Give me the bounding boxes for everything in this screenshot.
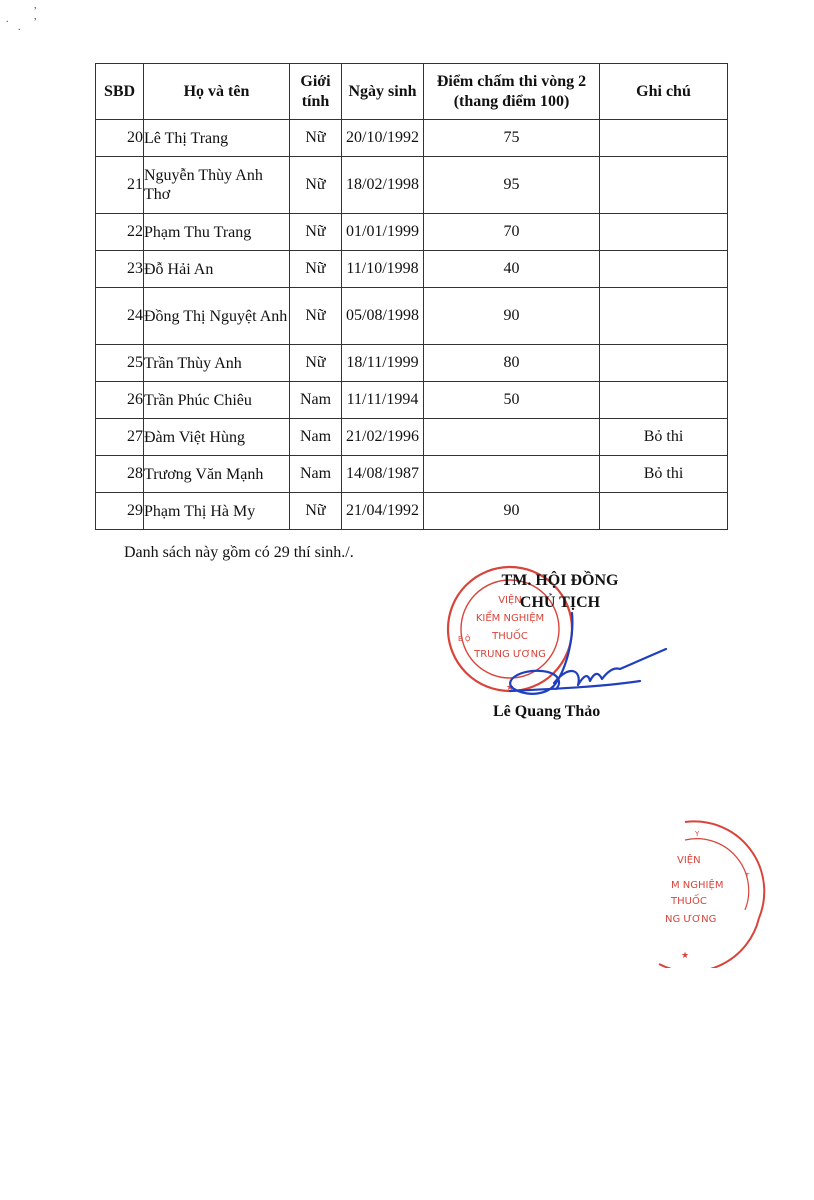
cell-name: Trần Phúc Chiêu — [144, 382, 290, 419]
cell-name: Trương Văn Mạnh — [144, 456, 290, 493]
svg-text:THUỐC: THUỐC — [671, 896, 707, 907]
table-row — [96, 345, 728, 382]
cell-sbd: 24 — [96, 288, 144, 345]
cell-gender: Nam — [290, 382, 342, 419]
cell-note — [600, 382, 728, 419]
cell-name: Nguyễn Thùy Anh Thơ — [144, 157, 290, 214]
table-row — [96, 493, 728, 530]
stamp-text-line: KIỂM NGHIỆM — [475, 613, 545, 624]
header-sbd: SBD — [96, 64, 144, 120]
cell-name: Đàm Việt Hùng — [144, 419, 290, 456]
cell-sbd: 21 — [96, 157, 144, 214]
cell-score: 90 — [424, 493, 600, 530]
svg-text:★: ★ — [681, 951, 690, 961]
stamp-text-line: THUỐC — [492, 631, 528, 642]
cell-score: 70 — [424, 214, 600, 251]
svg-text:VIỆN: VIỆN — [677, 855, 701, 866]
cell-score: 40 — [424, 251, 600, 288]
cell-name: Đỗ Hải An — [144, 251, 290, 288]
cell-score: 50 — [424, 382, 600, 419]
table-row — [96, 214, 728, 251]
cell-score: 80 — [424, 345, 600, 382]
council-title: TM. HỘI ĐỒNG — [501, 572, 619, 589]
cell-note — [600, 214, 728, 251]
cell-score — [424, 419, 600, 456]
cell-dob: 18/11/1999 — [342, 345, 424, 382]
cell-gender: Nữ — [290, 493, 342, 530]
cell-note: Bỏ thi — [600, 419, 728, 456]
svg-text:★: ★ — [506, 683, 515, 693]
cell-note — [600, 493, 728, 530]
cell-gender: Nữ — [290, 288, 342, 345]
cell-note — [600, 345, 728, 382]
svg-text:Y: Y — [695, 830, 700, 838]
cell-dob: 05/08/1998 — [342, 288, 424, 345]
svg-text:T: T — [745, 872, 750, 880]
cell-gender: Nam — [290, 456, 342, 493]
table-row — [96, 251, 728, 288]
handwritten-signature — [490, 605, 675, 700]
cell-gender: Nam — [290, 419, 342, 456]
cell-sbd: 25 — [96, 345, 144, 382]
stamp-text-line: VIỆN — [498, 595, 522, 606]
header-score: Điểm chấm thi vòng 2 (thang điểm 100) — [424, 64, 600, 120]
cell-name: Lê Thị Trang — [144, 120, 290, 157]
seal-fragment-stamp — [655, 818, 775, 968]
table-row — [96, 157, 728, 214]
cell-sbd: 28 — [96, 456, 144, 493]
cell-score — [424, 456, 600, 493]
document-page: , , . . SBD Họ và tên Giới tính Ngày sinh Điểm chấm thi vòng 2 (thang điểm 100) Ghi chú 20 Lê Thị Trang Nữ 20/10/1992 75 21 Nguyễn Thùy Anh Thơ Nữ 18/02/1998 95 22 Phạm Thu Trang Nữ 01/01/1999 70 23 Đỗ Hải An Nữ 11/10/1998 40 24 Đồng Thị Nguyệt Anh Nữ 05/08/1998 90 25 Trần Thùy Anh Nữ 18/11/1999 80 26 Trần Phúc Chiêu Nam 11/11/1994 50 27 Đàm Việt Hùng Nam 21/02/1996 Bỏ thi 28 Trương Văn Mạnh Nam 14/08/1987 Bỏ thi 29 Phạm Thị Hà My Nữ 21/04/1992 90 Danh sách này gồm có 29 thí sinh./. B Ộ ★ VIỆN KIỂM NGHIỆM THUỐC TRUNG ƯƠNG TM. HỘI ĐỒNG CHỦ TỊCH Lê Quang Thảo Y T ★ VIỆN M NGHIỆM THUỐC NG ƯƠNG — [0, 0, 814, 1200]
header-gender: Giới tính — [290, 64, 342, 120]
svg-text:M NGHIỆM: M NGHIỆM — [671, 880, 724, 891]
cell-gender: Nữ — [290, 157, 342, 214]
table-header-row — [96, 64, 728, 120]
cell-dob: 14/08/1987 — [342, 456, 424, 493]
chair-title: CHỦ TỊCH — [519, 594, 601, 611]
cell-gender: Nữ — [290, 251, 342, 288]
header-name: Họ và tên — [144, 64, 290, 120]
cell-name: Trần Thùy Anh — [144, 345, 290, 382]
cell-dob: 01/01/1999 — [342, 214, 424, 251]
cell-dob: 11/10/1998 — [342, 251, 424, 288]
cell-note — [600, 288, 728, 345]
cell-name: Đồng Thị Nguyệt Anh — [144, 288, 290, 345]
signer-name: Lê Quang Thảo — [493, 703, 601, 720]
cell-gender: Nữ — [290, 120, 342, 157]
cell-score: 90 — [424, 288, 600, 345]
cell-sbd: 26 — [96, 382, 144, 419]
svg-text:NG ƯƠNG: NG ƯƠNG — [665, 914, 717, 925]
cell-dob: 18/02/1998 — [342, 157, 424, 214]
table-row — [96, 456, 728, 493]
table-row — [96, 120, 728, 157]
table-row — [96, 419, 728, 456]
cell-dob: 21/04/1992 — [342, 493, 424, 530]
cell-gender: Nữ — [290, 345, 342, 382]
cell-sbd: 22 — [96, 214, 144, 251]
svg-text:B Ộ: B Ộ — [458, 635, 471, 643]
stamp-text-line: TRUNG ƯƠNG — [474, 649, 546, 660]
cell-note — [600, 120, 728, 157]
header-dob: Ngày sinh — [342, 64, 424, 120]
cell-note — [600, 251, 728, 288]
footnote: Danh sách này gồm có 29 thí sinh./. — [124, 544, 354, 561]
cell-gender: Nữ — [290, 214, 342, 251]
cell-dob: 11/11/1994 — [342, 382, 424, 419]
cell-sbd: 23 — [96, 251, 144, 288]
cell-note — [600, 157, 728, 214]
score-table — [95, 63, 728, 530]
cell-name: Phạm Thị Hà My — [144, 493, 290, 530]
cell-dob: 21/02/1996 — [342, 419, 424, 456]
cell-note: Bỏ thi — [600, 456, 728, 493]
cell-score: 75 — [424, 120, 600, 157]
table-row — [96, 288, 728, 345]
cell-score: 95 — [424, 157, 600, 214]
cell-sbd: 29 — [96, 493, 144, 530]
cell-sbd: 27 — [96, 419, 144, 456]
cell-dob: 20/10/1992 — [342, 120, 424, 157]
cell-sbd: 20 — [96, 120, 144, 157]
cell-name: Phạm Thu Trang — [144, 214, 290, 251]
header-note: Ghi chú — [600, 64, 728, 120]
table-row — [96, 382, 728, 419]
